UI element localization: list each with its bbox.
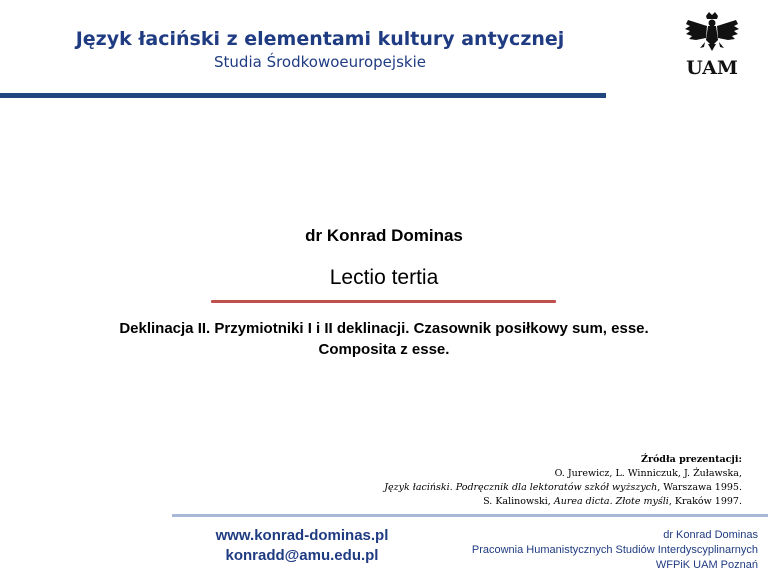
svg-text:UAM: UAM bbox=[686, 57, 738, 76]
source-book-rest-1: , Warszawa 1995. bbox=[657, 482, 742, 493]
source-author-2: S. Kalinowski, bbox=[483, 496, 554, 507]
lecture-title: Lectio tertia bbox=[329, 266, 439, 289]
source-book-rest-2: , Kraków 1997. bbox=[668, 496, 742, 507]
affiliation-faculty: WFPiK UAM Poznań bbox=[655, 559, 758, 571]
course-title: Język łaciński z elementami kultury antycznej bbox=[75, 28, 565, 50]
website-link[interactable]: www.konrad-dominas.pl bbox=[215, 527, 389, 544]
source-line-2 bbox=[282, 481, 742, 495]
email-link[interactable]: konradd@amu.edu.pl bbox=[225, 547, 379, 564]
sources-heading: Źródła prezentacji: bbox=[641, 454, 742, 465]
course-subtitle: Studia Środkowoeuropejskie bbox=[214, 53, 426, 71]
contact-block bbox=[172, 526, 432, 566]
source-line-3 bbox=[282, 495, 742, 509]
source-book-title-2: Aurea dicta. Złote myśli bbox=[553, 496, 669, 507]
title-underline bbox=[211, 300, 556, 303]
topic-line-1: Deklinacja II. Przymiotniki I i II deklinacji. Czasownik posiłkowy sum, esse. bbox=[119, 320, 649, 337]
topic-line-2: Composita z esse. bbox=[318, 341, 450, 358]
affiliation-block bbox=[398, 528, 758, 573]
uam-eagle-logo bbox=[682, 12, 742, 76]
affiliation-unit: Pracownia Humanistycznych Studiów Interdyscyplinarnych bbox=[471, 544, 758, 556]
affiliation-name: dr Konrad Dominas bbox=[663, 529, 758, 541]
source-book-title-1: Język łaciński. Podręcznik dla lektoratów szkół wyższych bbox=[384, 482, 658, 493]
lecture-topic bbox=[40, 318, 728, 360]
header-divider bbox=[0, 93, 606, 98]
author-name: dr Konrad Dominas bbox=[305, 226, 463, 245]
footer-divider bbox=[172, 514, 768, 517]
sources-block bbox=[282, 453, 742, 509]
source-line-1: O. Jurewicz, L. Winniczuk, J. Żuławska, bbox=[554, 468, 742, 479]
